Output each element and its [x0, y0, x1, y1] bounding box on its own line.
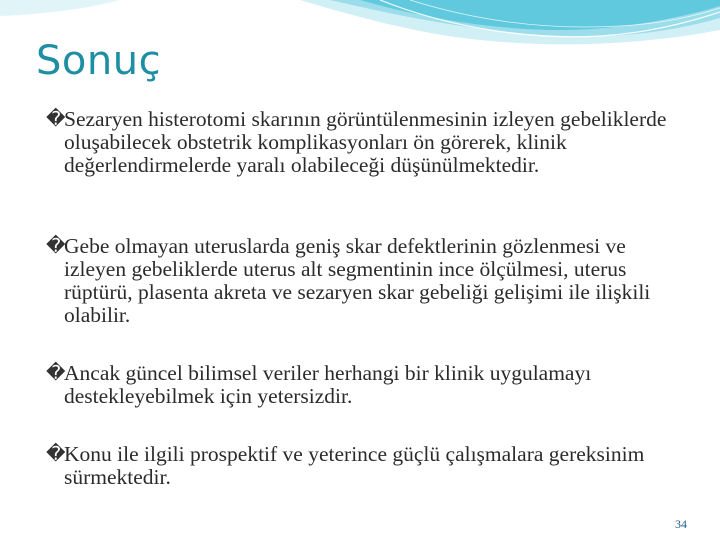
slide-title: Sonuç	[36, 38, 162, 84]
bullet-text: Ancak güncel bilimsel veriler herhangi bir klinik uygulamayı destekleyebilmek için yetersizdir.	[64, 361, 592, 408]
bullet-icon: �	[46, 108, 66, 130]
bullet-item	[46, 443, 686, 489]
bullet-text: Sezaryen histerotomi skarının görüntülenmesinin izleyen gebeliklerde oluşabilecek obstetrik komplikasyonları ön görerek, klinik değerlendirmelerde yaralı olabileceği düşünülmektedir.	[64, 107, 667, 177]
bullet-icon: �	[46, 235, 66, 257]
bullet-item	[46, 108, 686, 177]
bullet-item	[46, 235, 686, 327]
bullet-text: Gebe olmayan uteruslarda geniş skar defektlerinin gözlenmesi ve izleyen gebeliklerde uterus alt segmentinin ince ölçülmesi, uterus rüptürü, plasenta akreta ve sezaryen skar gebeliği gelişimi ile ilişkili olabilir.	[64, 234, 651, 327]
bullet-icon: �	[46, 443, 66, 465]
bullet-icon: �	[46, 362, 66, 384]
bullet-item	[46, 362, 686, 408]
page-number: 34	[675, 517, 687, 531]
bullet-text: Konu ile ilgili prospektif ve yeterince güçlü çalışmalara gereksinim sürmektedir.	[64, 442, 645, 489]
